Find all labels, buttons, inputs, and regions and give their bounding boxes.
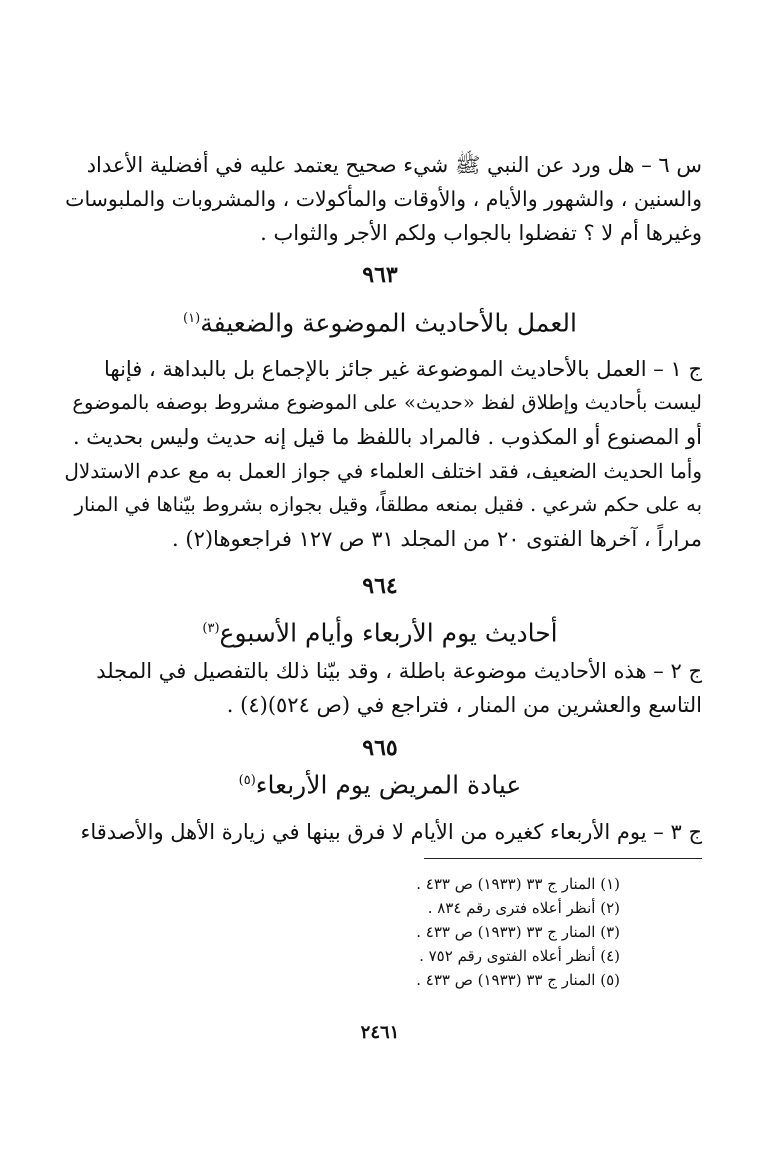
question-line: والسنين ، والشهور والأيام ، والأوقات والمأكولات ، والمشروبات والملبوسات xyxy=(65,187,702,211)
fatwa-number: ٩٦٤ xyxy=(362,573,398,599)
footnote: (٢) أنظر أعلاه فترى رقم ٨٣٤ . xyxy=(427,899,620,917)
section-title xyxy=(0,302,760,340)
section-title-text: أحاديث يوم الأربعاء وأيام الأسبوع xyxy=(219,618,558,648)
answer-line: مراراً ، آخرها الفتوى ٢٠ من المجلد ٣١ ص ١٢٧ فراجعوها(٢) . xyxy=(172,527,702,551)
answer-paragraph xyxy=(62,352,702,556)
footnote-divider xyxy=(424,858,702,859)
answer-line: التاسع والعشرين من المنار ، فتراجع في (ص ٥٢٤)(٤) . xyxy=(226,693,702,717)
question-line: س ٦ – هل ورد عن النبي ﷺ شيء صحيح يعتمد عليه في أفضلية الأعداد xyxy=(86,153,702,177)
page-number: ٢٤٦١ xyxy=(360,1022,400,1043)
section-title-text: العمل بالأحاديث الموضوعة والضعيفة xyxy=(200,308,577,338)
footnote: (١) المنار ج ٣٣ (١٩٣٣) ص ٤٣٣ . xyxy=(416,875,620,893)
footnote-ref: (٥) xyxy=(238,773,256,788)
answer-line: ج ٢ – هذه الأحاديث موضوعة باطلة ، وقد بيّنا ذلك بالتفصيل في المجلد xyxy=(96,659,702,683)
answer-paragraph xyxy=(62,815,702,849)
footnotes xyxy=(320,872,620,992)
question-paragraph xyxy=(62,148,702,250)
fatwa-number: ٩٦٥ xyxy=(362,735,398,761)
section-title xyxy=(0,612,760,650)
fatwa-number: ٩٦٣ xyxy=(362,262,398,288)
answer-line: ليست بأحاديث وإطلاق لفظ «حديث» على الموضوع مشروط بوصفه بالموضوع xyxy=(72,391,702,414)
answer-paragraph xyxy=(62,654,702,722)
footnote-ref: (٣) xyxy=(202,621,220,636)
footnote: (٣) المنار ج ٣٣ (١٩٣٣) ص ٤٣٣ . xyxy=(416,923,620,941)
section-title xyxy=(0,764,760,802)
answer-line: أو المصنوع أو المكذوب . فالمراد باللفظ ما قيل إنه حديث وليس بحديث . xyxy=(72,425,702,449)
answer-line: به على حكم شرعي . فقيل بمنعه مطلقاً، وقيل بجوازه بشروط بيّناها في المنار xyxy=(74,493,702,516)
section-title-text: عيادة المريض يوم الأربعاء xyxy=(255,770,522,800)
answer-line: ج ١ – العمل بالأحاديث الموضوعة غير جائز بالإجماع بل بالبداهة ، فإنها xyxy=(103,357,702,381)
answer-line: ج ٣ – يوم الأربعاء كغيره من الأيام لا فرق بينها في زيارة الأهل والأصدقاء xyxy=(80,820,702,844)
footnote: (٤) أنظر أعلاه الفتوى رقم ٧٥٢ . xyxy=(419,947,620,965)
answer-line: وأما الحديث الضعيف، فقد اختلف العلماء في جواز العمل به مع عدم الاستدلال xyxy=(64,459,702,483)
question-line: وغيرها أم لا ؟ تفضلوا بالجواب ولكم الأجر والثواب . xyxy=(260,221,702,245)
footnote-ref: (١) xyxy=(183,311,201,326)
footnote: (٥) المنار ج ٣٣ (١٩٣٣) ص ٤٣٣ . xyxy=(416,971,620,989)
